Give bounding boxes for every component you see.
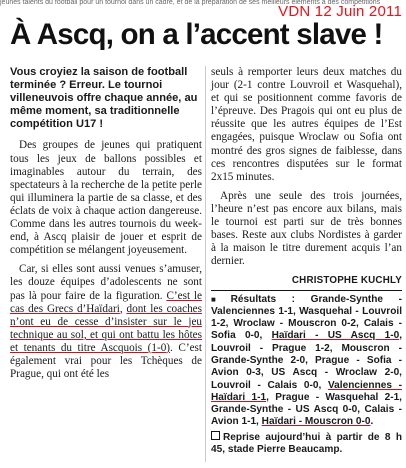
results-text: , Prague - Wasquehal 2-1, Grande-Synthe - US Ascq 0-0, Calais - Avion 1-1, (211, 391, 402, 428)
underlined-phrase: C’est le cas des Grecs d’Haïdari (10, 289, 202, 315)
article-column-left (10, 66, 202, 387)
article-headline: À Ascq, on a l’accent slave ! (10, 18, 383, 51)
results-text: . (370, 416, 374, 428)
results-text: Résultats : Grande-Synthe - Valenciennes 1-1, Wasquehal - Louvroil 1-2, Wroclaw - Mouscron 0-2, Calais - Sofia 0-0, (211, 293, 402, 342)
reprise-note (211, 431, 402, 457)
body-paragraph-highlighted (10, 263, 202, 381)
column-divider (205, 66, 206, 462)
underlined-phrase: dont les coaches n’ont eu de cesse d’insister sur le jeu technique au sol, et qui ont battu les hôtes et tenants du titre Ascquois (1-0) (10, 302, 202, 354)
bullet-icon: ■ (211, 294, 229, 304)
paragraph-text: , (119, 302, 127, 315)
paragraph-text: . C’est également vrai pour les Tchèques de Prague, qui ont été les (10, 341, 202, 381)
divider-line (211, 290, 402, 291)
underlined-result: Haïdari - Mouscron 0-0 (261, 416, 371, 428)
cut-off-previous-text: jeunes talents du football pour un tournoi dans un cadre, et de la préparation de ses meilleurs éléments à des compétitions (0, 0, 381, 6)
author-signature: CHRISTOPHE KUCHLY (291, 275, 402, 287)
underlined-result: Valenciennes - Haïdari 1-1 (211, 379, 402, 403)
body-paragraph: Après une seule des trois journées, l’heure n’est pas encore aux bilans, mais le tournoi est parti sur de très bonnes bases. Reste aux clubs Nordistes à garder à la maison le titre durement acquis l’an dernier. (211, 189, 402, 268)
article-lede: Vous croyiez la saison de football terminée ? Erreur. Le tournoi villeneuvois offre chaque année, au même moment, sa traditionnelle compétition U17 ! (10, 66, 198, 131)
underlined-result: Haïdari - US Ascq 1-0 (271, 330, 400, 342)
article-column-right (211, 66, 402, 456)
results-block (211, 294, 402, 429)
paragraph-text: Car, si elles sont aussi venues s’amuser, les douze équipes d’adolescents ne sont pas là pour faire de la figuration. (10, 263, 202, 302)
source-date-stamp: VDN 12 Juin 2011 (278, 3, 402, 20)
body-paragraph: Des groupes de jeunes qui pratiquent tous les jeux de ballons possibles et imaginables autour du terrain, des spectateurs à la recherche de la petite perle qui illuminera la partie de sa classe, et des éclats de voix à chaque action dangereuse. Comme dans les autres tournois du week-end, à Ascq plaisir de jouer et esprit de compétition se mélangent joyeusement. (10, 139, 202, 257)
body-paragraph: seuls à remporter leurs deux matches du jour (2-1 contre Louvroil et Wasquehal), et qui se positionnent comme favoris de l’épreuve. Des Pragois qui ont eu plus de réussite que les autres équipes de l’Est engagées, puisque Wroclaw ou Sofia ont montré des gros signes de faiblesse, dans ces rencontres disputées sur le format 2x15 minutes. (211, 66, 402, 183)
checkbox-square-icon (211, 431, 220, 440)
results-text: , Louvroil - Prague 1-2, Mouscron - Grande-Synthe 2-0, Prague - Sofia - Avion 0-3, US Ascq - Wroclaw 2-0, Louvroil - Calais 0-0, (211, 330, 402, 391)
reprise-text: Reprise aujourd’hui à partir de 8 h 45, stade Pierre Beaucamp. (211, 431, 402, 456)
